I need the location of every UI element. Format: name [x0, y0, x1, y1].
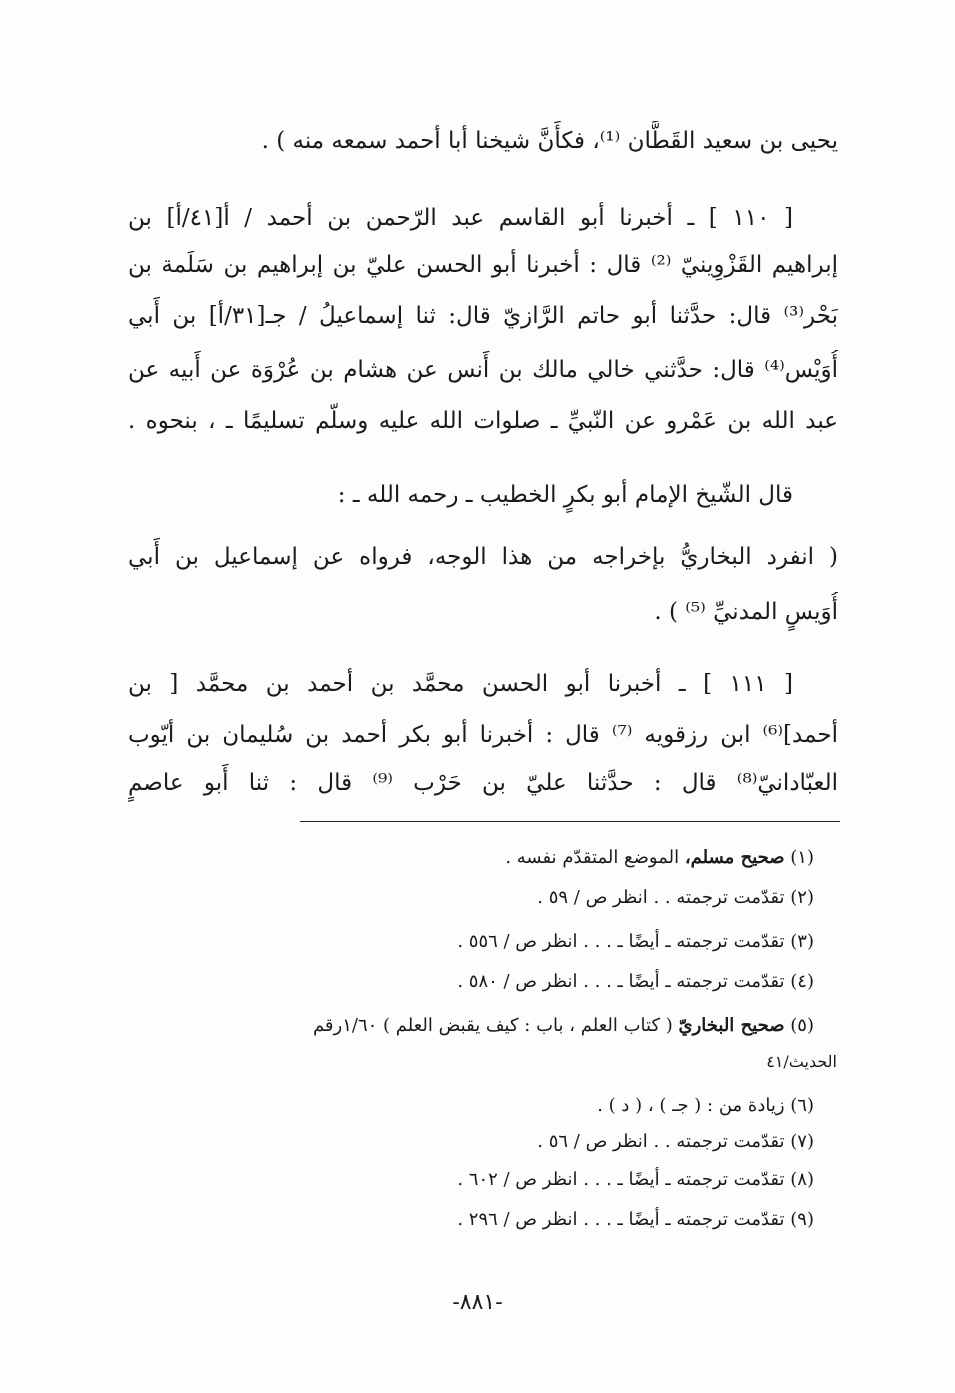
- footnote-number: (٨): [790, 1169, 814, 1190]
- footnote-text: الحديث/٤١: [766, 1052, 837, 1071]
- page-number: -٨٨١-: [452, 1290, 503, 1315]
- footnote-text: تقدّمت ترجمته ـ أيضًا ـ . . . انظر ص / ٦٠٢ .: [457, 1169, 785, 1190]
- footnote-separator: [300, 821, 840, 822]
- footnote-text: تقدّمت ترجمته ـ أيضًا ـ . . . انظر ص / ٢٩٦ .: [457, 1209, 785, 1230]
- text-line: بَحْر⁽³⁾ قال: حدَّثنا أبو حاتم الرَّازيّ قال: ثنا إسماعيلُ / جـ[٣١/أ] بن أَبي: [128, 303, 838, 329]
- text-line: أُوَيسٍ المدنيِّ ⁽⁵⁾ ) .: [654, 599, 838, 625]
- text-line: ( انفرد البخاريُّ بإخراجه من هذا الوجه، فرواه عن إسماعيل بن أَبي: [128, 544, 838, 570]
- footnote-text: الموضع المتقدّم نفسه .: [505, 847, 680, 868]
- text-line: إبراهيم القَزْوِينيّ ⁽²⁾ قال : أخبرنا أبو الحسن عليّ بن إبراهيم بن سَلَمة بن: [128, 252, 838, 278]
- text-line: يحيى بن سعيد القَطَّان ⁽¹⁾، فكأَنَّ شيخنا أبا أحمد سمعه منه ) .: [261, 128, 838, 154]
- hadith-110-heading-line: [ ١١٠ ] ـ أخبرنا أبو القاسم عبد الرّحمن بن أحمد / أ[٤١/أ] بن: [128, 205, 793, 231]
- footnote-1: [505, 844, 814, 872]
- text-line: العبّادانيّ⁽⁸⁾ قال : حدَّثنا عليّ بن حَرْب ⁽⁹⁾ قال : ثنا أَبو عاصمٍ: [128, 770, 838, 796]
- footnote-source: صحيح البخاريّ: [678, 1015, 785, 1036]
- footnote-4: [457, 968, 814, 996]
- footnote-number: (٧): [790, 1131, 814, 1152]
- footnote-text: تقدّمت ترجمته ـ أيضًا ـ . . . انظر ص / ٥٨٠ .: [457, 971, 785, 992]
- footnote-number: (١): [790, 847, 814, 868]
- footnote-9: [457, 1206, 814, 1234]
- text-line: أُوَيْس⁽⁴⁾ قال: حدَّثني خالي مالك بن أَنس عن هشام بن عُرْوَة عن أَبيه عن: [128, 357, 838, 383]
- footnote-6: [597, 1092, 814, 1120]
- footnote-number: (٤): [790, 971, 814, 992]
- footnote-number: (٦): [790, 1095, 814, 1116]
- footnote-text: تقدّمت ترجمته . . انظر ص / ٥٦ .: [537, 1131, 785, 1152]
- hadith-111-heading-line: [ ١١١ ] ـ أخبرنا أبو الحسن محمَّد بن أحمد بن محمَّد [ بن: [128, 671, 793, 697]
- footnote-2: [537, 884, 814, 912]
- footnote-5-continued: [766, 1048, 837, 1076]
- footnote-text: تقدّمت ترجمته . . انظر ص / ٥٩ .: [537, 887, 785, 908]
- footnote-3: [457, 928, 814, 956]
- footnote-text: ( كتاب العلم ، باب : كيف يقبض العلم ) ١/٦٠رقم: [312, 1015, 673, 1036]
- footnote-source: صحيح مسلم،: [684, 847, 785, 868]
- footnote-text: زيادة من : ( جـ ) ، ( د ) .: [597, 1095, 785, 1116]
- footnote-number: (٣): [790, 931, 814, 952]
- footnote-text: تقدّمت ترجمته ـ أيضًا ـ . . . انظر ص / ٥٥٦ .: [457, 931, 785, 952]
- footnote-8: [457, 1166, 814, 1194]
- footnote-5: [313, 1012, 814, 1040]
- footnote-number: (٢): [790, 887, 814, 908]
- text-line: أحمد]⁽⁶⁾ ابن رزقويه ⁽⁷⁾ قال : أخبرنا أبو بكر أحمد بن سُليمان بن أيّوب: [128, 722, 838, 748]
- footnote-number: (٥): [790, 1015, 814, 1036]
- text-line: عبد الله بن عَمْرو عن النّبيِّ ـ صلوات الله عليه وسلّم تسليمًا ـ ، بنحوه .: [128, 408, 838, 434]
- footnote-number: (٩): [790, 1209, 814, 1230]
- footnote-7: [537, 1128, 814, 1156]
- text-line: قال الشّيخ الإمام أبو بكرٍ الخطيب ـ رحمه الله ـ :: [337, 482, 793, 508]
